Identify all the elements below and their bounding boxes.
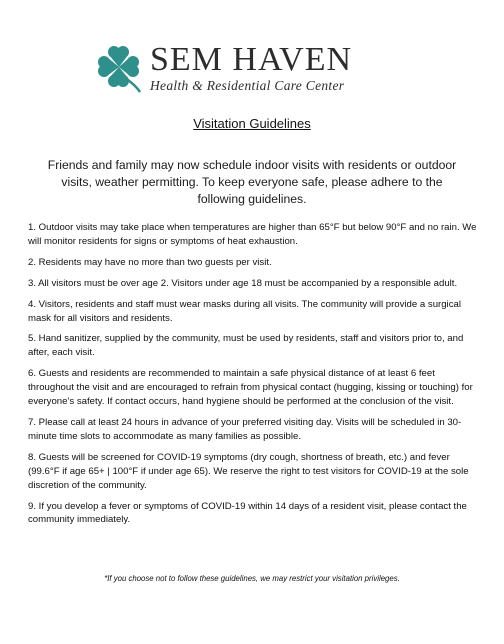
guideline-item: 2. Residents may have no more than two guests per visit.	[28, 256, 272, 268]
logo-title: SEM HAVEN	[150, 41, 353, 78]
guideline-item: 5. Hand sanitizer, supplied by the community, must be used by residents, staff and visitors prior to, and after, each visit.	[28, 333, 464, 359]
guideline-item: 9. If you develop a fever or symptoms of COVID-19 within 14 days of a resident visit, please contact the community immediately.	[28, 500, 467, 526]
page-title: Visitation Guidelines	[193, 116, 311, 131]
guideline-item: 6. Guests and residents are recommended to maintain a safe physical distance of at least 6 feet throughout the visit and are encouraged to refrain from physical contact (hugging, kissing or touching) for everyone’s safety. If contact occurs, hand hygiene should be performed at the conclusion of the visit.	[28, 368, 473, 408]
guideline-item: 7. Please call at least 24 hours in advance of your preferred visiting day. Visits will be scheduled in 30-minute time slots to accommodate as many families as possible.	[28, 416, 462, 442]
guideline-item: 3. All visitors must be over age 2. Visitors under age 18 must be accompanied by a responsible adult.	[28, 277, 458, 289]
four-leaf-clover-icon	[92, 40, 146, 94]
logo-subtitle: Health & Residential Care Center	[150, 78, 345, 93]
guidelines-list	[28, 221, 480, 534]
logo	[92, 40, 392, 100]
footnote: *If you choose not to follow these guidelines, we may restrict your visitation privileges.	[104, 574, 400, 583]
guideline-item: 8. Guests will be screened for COVID-19 symptoms (dry cough, shortness of breath, etc.) and fever (99.6°F if age 65+ | 100°F if under age 65). We reserve the right to test visitors for COVID-19 at the sole discretion of the community.	[28, 451, 469, 491]
intro-paragraph: Friends and family may now schedule indoor visits with residents or outdoor visits, weather permitting. To keep everyone safe, please adhere to the following guidelines.	[47, 158, 457, 206]
guideline-item: 4. Visitors, residents and staff must wear masks during all visits. The community will provide a surgical mask for all visitors and residents.	[28, 298, 461, 324]
guideline-item: 1. Outdoor visits may take place when temperatures are higher than 65°F but below 90°F and no rain. We will monitor residents for signs or symptoms of heat exhaustion.	[28, 222, 477, 247]
